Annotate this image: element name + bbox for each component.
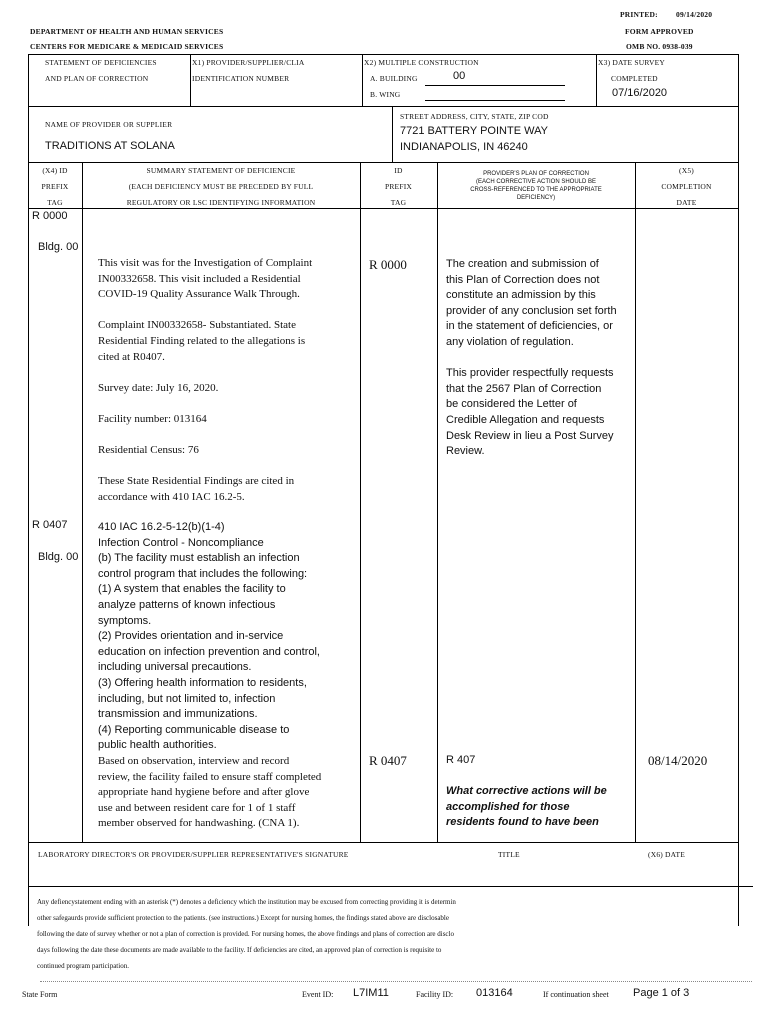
address-line2: INDIANAPOLIS, IN 46240 bbox=[400, 141, 528, 153]
x3-label-line2: COMPLETED bbox=[611, 74, 658, 83]
text-line: (3) Offering health information to residents, bbox=[98, 676, 307, 689]
text-line: (2) Provides orientation and in-service bbox=[98, 630, 284, 643]
address-line1: 7721 BATTERY POINTE WAY bbox=[400, 125, 548, 137]
text-line: Infection Control - Noncompliance bbox=[98, 536, 264, 549]
entry1-para5 bbox=[98, 443, 358, 459]
text-line: Facility number: 013164 bbox=[98, 412, 207, 425]
text-line: review, the facility failed to ensure staff completed bbox=[98, 770, 322, 783]
building-label: A. BUILDING bbox=[370, 74, 418, 83]
entry1-tag: R 0000 bbox=[32, 210, 68, 222]
text-line: (1) A system that enables the facility to bbox=[98, 583, 286, 596]
plan-header-l3: CROSS-REFERENCED TO THE APPROPRIATE bbox=[470, 187, 602, 193]
footnote-line: following the date of survey whether or not a plan of correction is provided. For nursing homes, the above findings and plans of correction are disclo bbox=[37, 930, 454, 938]
department-title: DEPARTMENT OF HEALTH AND HUMAN SERVICES bbox=[30, 27, 224, 36]
statement-label-line1: STATEMENT OF DEFICIENCIES bbox=[45, 58, 157, 67]
entry1-bldg: Bldg. 00 bbox=[38, 241, 79, 253]
plan-header-l4: DEFICIENCY) bbox=[516, 195, 556, 201]
text-line: What corrective actions will be bbox=[446, 785, 607, 797]
text-line: Credible Allegation and requests bbox=[446, 413, 605, 426]
text-line: This visit was for the Investigation of Complaint bbox=[98, 257, 313, 269]
text-line: Desk Review in lieu a Post Survey bbox=[446, 429, 614, 442]
text-line: analyze patterns of known infectious bbox=[98, 598, 276, 611]
entry2-finding bbox=[98, 754, 358, 832]
x3-label-line1: X3) DATE SURVEY bbox=[598, 58, 665, 67]
x5-header-l2: COMPLETION bbox=[661, 182, 712, 191]
text-line: cited at R0407. bbox=[98, 350, 165, 363]
building-value: 00 bbox=[453, 70, 466, 82]
page-number: Page 1 of 3 bbox=[633, 987, 690, 999]
text-line: Residential Finding related to the allegations is bbox=[98, 334, 306, 347]
entry2-completion-date: 08/14/2020 bbox=[648, 753, 708, 768]
centers-title: CENTERS FOR MEDICARE & MEDICAID SERVICES bbox=[30, 42, 224, 51]
summary-header-l3: REGULATORY OR LSC IDENTIFYING INFORMATION bbox=[126, 198, 316, 207]
address-label: STREET ADDRESS, CITY, STATE, ZIP COD bbox=[400, 112, 549, 121]
text-line: Residential Census: 76 bbox=[98, 444, 199, 457]
text-line: Based on observation, interview and record bbox=[98, 755, 290, 767]
event-id-label: Event ID: bbox=[302, 990, 334, 999]
entry1-para4 bbox=[98, 412, 358, 428]
entry2-id-tag: R 0407 bbox=[369, 753, 407, 768]
entry1-plan-para2 bbox=[446, 366, 634, 460]
printed-label: PRINTED: bbox=[620, 10, 658, 19]
entry2-regulation bbox=[98, 520, 358, 754]
x1-label-line2: IDENTIFICATION NUMBER bbox=[192, 74, 290, 83]
text-line: (4) Reporting communicable disease to bbox=[98, 723, 290, 736]
printed-date: 09/14/2020 bbox=[676, 10, 713, 19]
id-header-l1: ID bbox=[394, 166, 403, 175]
signature-label: LABORATORY DIRECTOR'S OR PROVIDER/SUPPLIER REPRESENTATIVE'S SIGNATURE bbox=[38, 850, 349, 859]
text-line: The creation and submission of bbox=[446, 258, 599, 270]
survey-completed-date: 07/16/2020 bbox=[612, 87, 668, 99]
text-line: in the statement of deficiencies, or bbox=[446, 320, 613, 333]
entry1-para1 bbox=[98, 256, 358, 303]
text-line: education on infection prevention and control, bbox=[98, 645, 320, 658]
wing-label: B. WING bbox=[370, 90, 401, 99]
x5-header-l3: DATE bbox=[676, 198, 697, 207]
entry1-id-tag: R 0000 bbox=[369, 257, 407, 272]
plan-header-l2: (EACH CORRECTIVE ACTION SHOULD BE bbox=[475, 179, 597, 185]
footnote-line: continued program participation. bbox=[37, 962, 129, 970]
entry2-plan-question bbox=[446, 784, 634, 831]
x2-label: X2) MULTIPLE CONSTRUCTION bbox=[364, 58, 479, 67]
text-line: this Plan of Correction does not bbox=[446, 273, 600, 286]
entry1-para3 bbox=[98, 381, 358, 397]
entry1-plan-para1 bbox=[446, 257, 634, 351]
text-line: transmission and immunizations. bbox=[98, 708, 258, 721]
entry1-para6 bbox=[98, 474, 358, 505]
text-line: Complaint IN00332658- Substantiated. State bbox=[98, 319, 296, 332]
date-label: (X6) DATE bbox=[648, 850, 686, 859]
text-line: accordance with 410 IAC 16.2-5. bbox=[98, 490, 245, 503]
text-line: accomplished for those bbox=[446, 800, 570, 813]
state-form-label: State Form bbox=[22, 990, 58, 999]
x1-label-line1: X1) PROVIDER/SUPPLIER/CLIA bbox=[192, 58, 305, 67]
provider-name-label: NAME OF PROVIDER OR SUPPLIER bbox=[45, 120, 173, 129]
provider-name: TRADITIONS AT SOLANA bbox=[45, 140, 175, 152]
text-line: constitute an admission by this bbox=[446, 289, 596, 302]
footnote-line: other safegaurds provide sufficient protection to the patients. (see instructions.) Except for nursing homes, the findings stated above are disclosable bbox=[37, 914, 449, 922]
entry1-para2 bbox=[98, 318, 358, 365]
entry2-bldg: Bldg. 00 bbox=[38, 551, 79, 563]
x4-header-l1: (X4) ID bbox=[42, 166, 68, 175]
facility-id-value: 013164 bbox=[476, 987, 513, 999]
event-id-value: L7IM11 bbox=[353, 987, 389, 999]
text-line: Review. bbox=[446, 445, 485, 458]
text-line: including universal precautions. bbox=[98, 661, 252, 674]
text-line: public health authorities. bbox=[98, 739, 217, 752]
entry1-plan bbox=[446, 257, 634, 475]
footnote-line: days following the date these documents are made available to the facility. If deficiencies are cited, an approved plan of correction is requisite to bbox=[37, 946, 442, 954]
summary-header-l2: (EACH DEFICIENCY MUST BE PRECEDED BY FULL bbox=[128, 182, 314, 191]
text-line: (b) The facility must establish an infection bbox=[98, 552, 300, 565]
text-line: Survey date: July 16, 2020. bbox=[98, 381, 219, 394]
x4-header-l3: TAG bbox=[47, 198, 63, 207]
x5-header-l1: (X5) bbox=[679, 166, 694, 175]
text-line: control program that includes the following: bbox=[98, 567, 308, 580]
text-line: use and between resident care for 1 of 1 staff bbox=[98, 801, 296, 814]
summary-header-l1: SUMMARY STATEMENT OF DEFICIENCIE bbox=[146, 166, 296, 175]
text-line: that the 2567 Plan of Correction bbox=[446, 382, 602, 395]
text-line: provider of any conclusion set forth bbox=[446, 304, 617, 317]
entry2-tag: R 0407 bbox=[32, 519, 68, 531]
text-line: COVID-19 Quality Assurance Walk Through. bbox=[98, 288, 300, 301]
text-line: including, but not limited to, infection bbox=[98, 692, 276, 705]
continuation-label: If continuation sheet bbox=[543, 990, 609, 999]
title-label: TITLE bbox=[498, 850, 520, 859]
x4-header-l2: PREFIX bbox=[41, 182, 69, 191]
text-line: member observed for handwashing. (CNA 1). bbox=[98, 817, 300, 830]
text-line: any violation of regulation. bbox=[446, 335, 574, 348]
entry2-plan-ref: R 407 bbox=[446, 754, 476, 766]
text-line: appropriate hand hygiene before and after glove bbox=[98, 786, 310, 799]
text-line: residents found to have been bbox=[446, 816, 599, 829]
text-line: IN00332658. This visit included a Residential bbox=[98, 272, 301, 285]
id-header-l2: PREFIX bbox=[384, 182, 413, 191]
text-line: These State Residential Findings are cited in bbox=[98, 475, 295, 488]
text-line: 410 IAC 16.2-5-12(b)(1-4) bbox=[98, 521, 225, 533]
entry1-summary bbox=[98, 256, 358, 521]
omb-number: OMB NO. 0938-039 bbox=[626, 42, 693, 51]
footnote-line: Any defiencystatement ending with an asterisk (*) denotes a deficiency which the institution may be excused from correcting providing it is determin bbox=[37, 898, 456, 906]
statement-label-line2: AND PLAN OF CORRECTION bbox=[45, 74, 149, 83]
footnote bbox=[37, 894, 757, 974]
text-line: be considered the Letter of bbox=[446, 398, 577, 411]
id-header-l3: TAG bbox=[390, 198, 407, 207]
text-line: This provider respectfully requests bbox=[446, 367, 614, 380]
text-line: symptoms. bbox=[98, 614, 152, 627]
form-approved: FORM APPROVED bbox=[625, 27, 694, 36]
facility-id-label: Facility ID: bbox=[416, 990, 454, 999]
plan-header-l1: PROVIDER'S PLAN OF CORRECTION bbox=[483, 171, 589, 177]
